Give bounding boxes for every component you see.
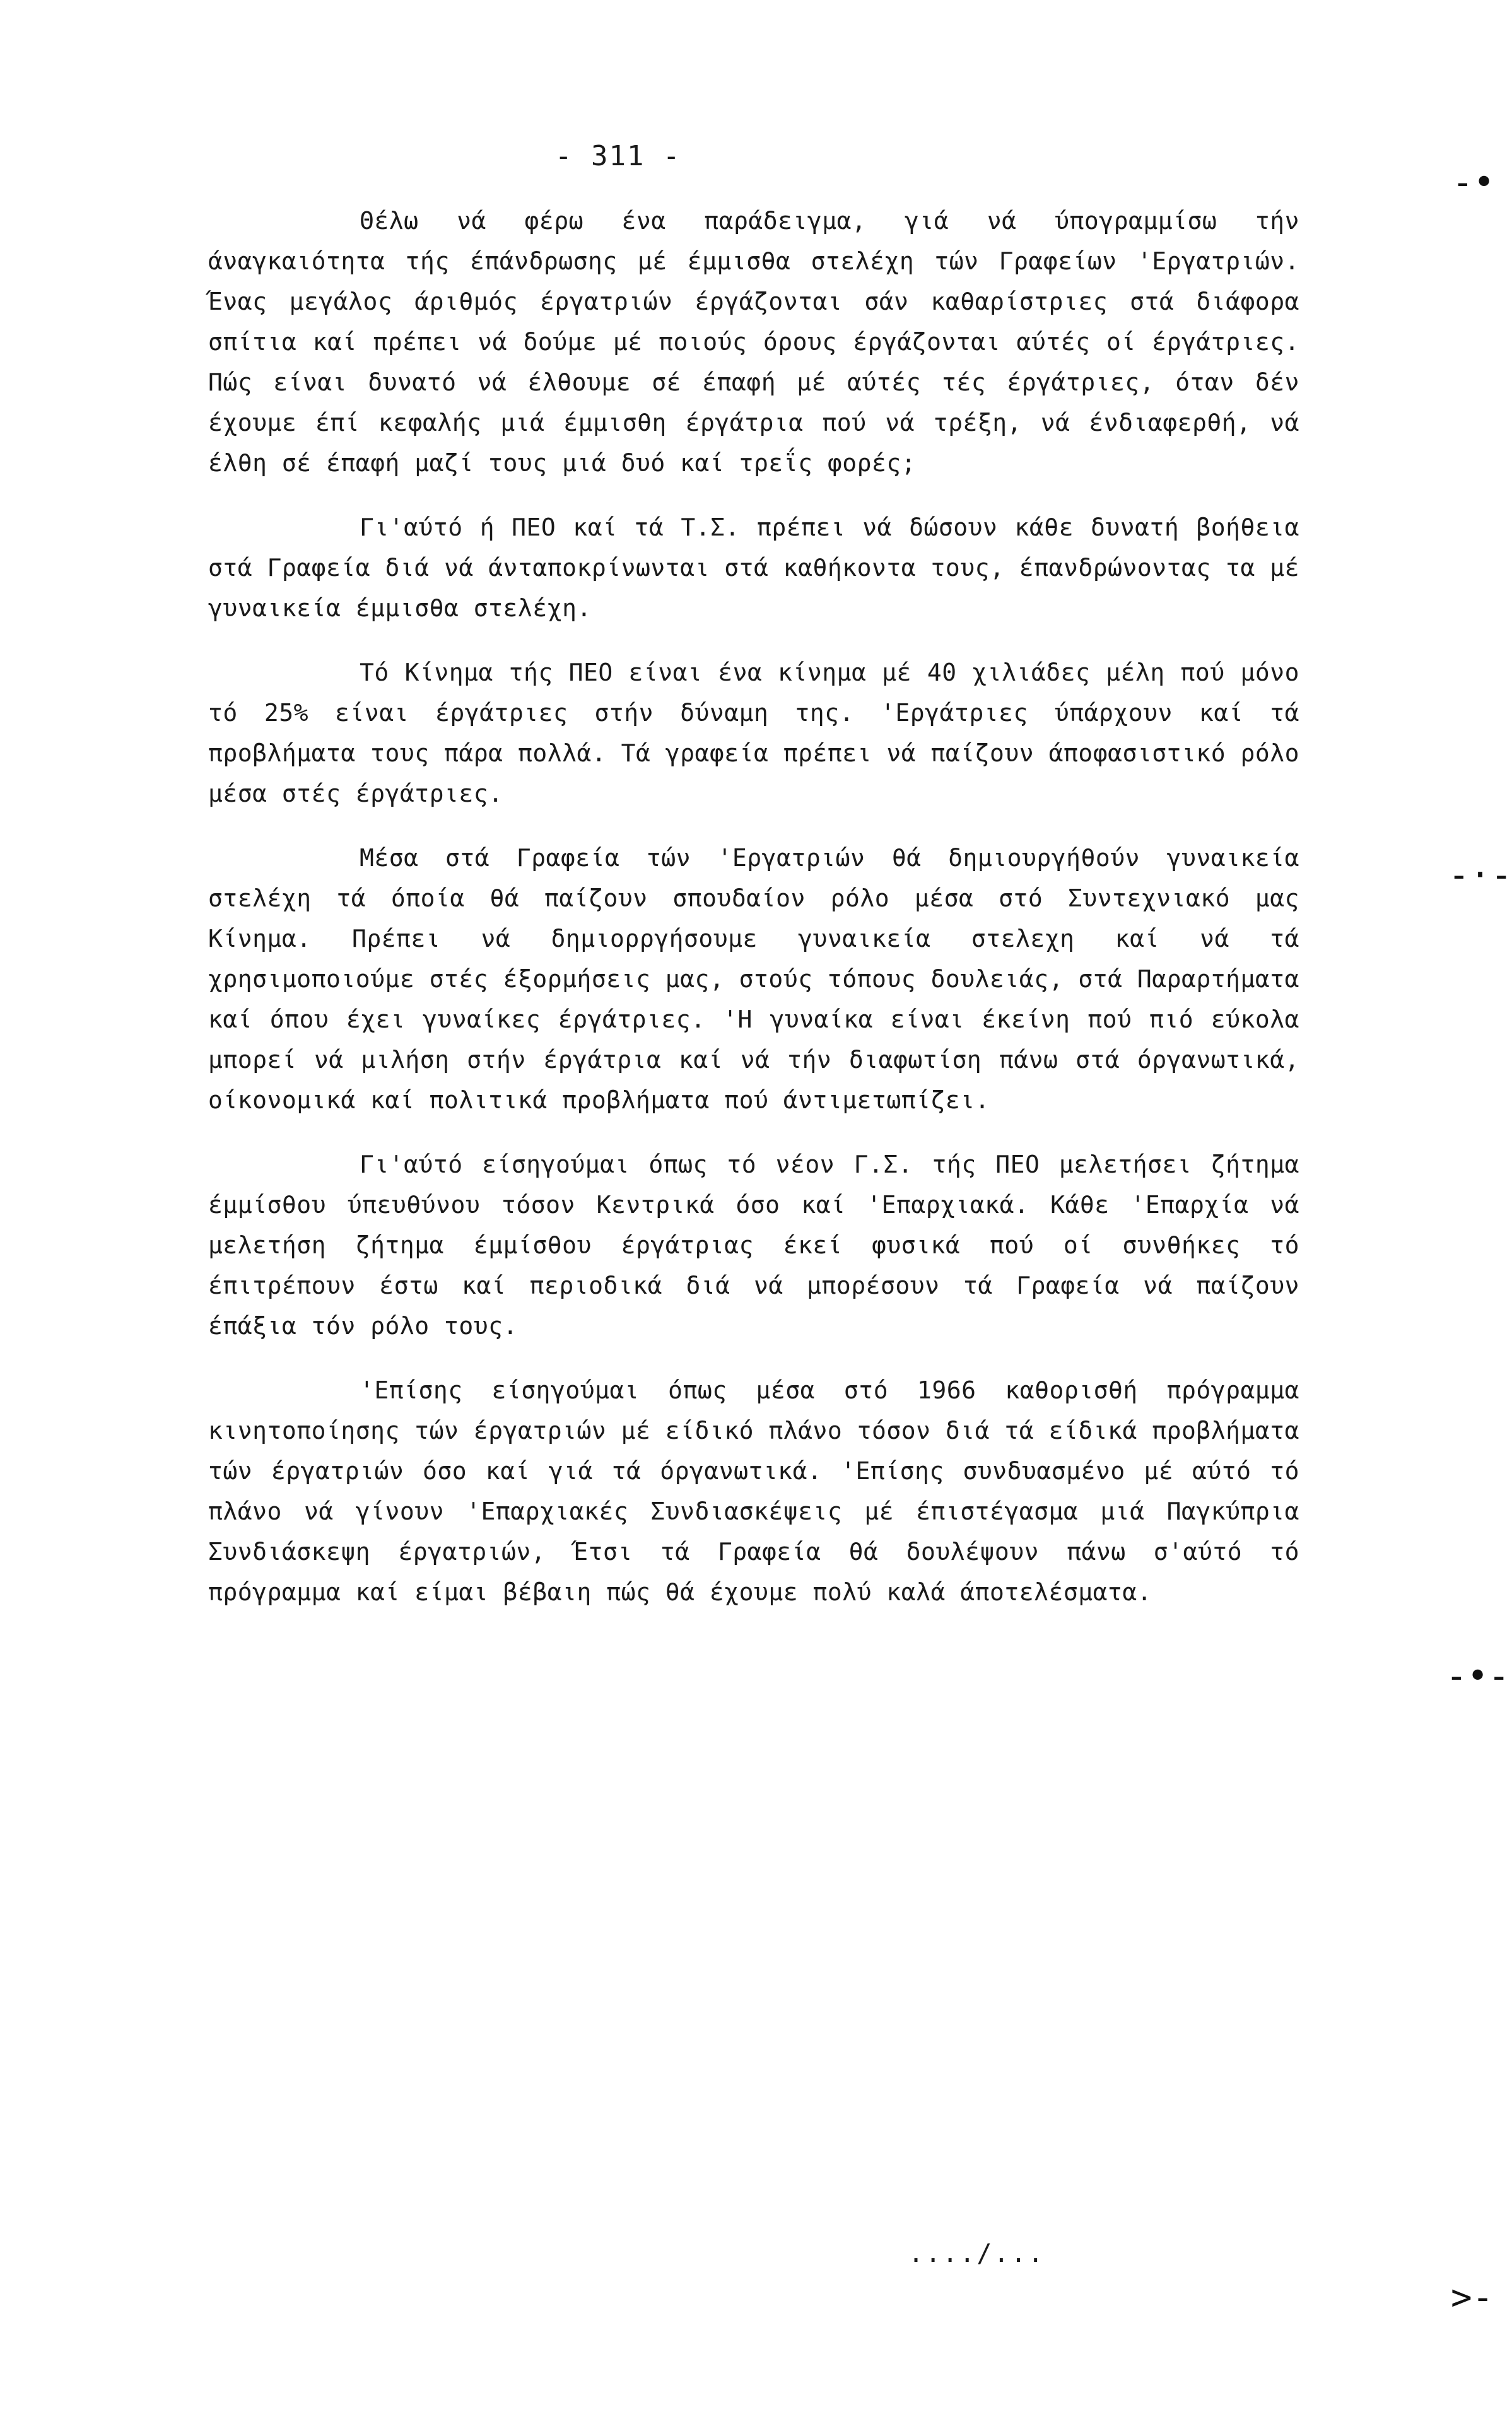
paragraph-2: Γι'αύτό ή ΠΕΟ καί τά Τ.Σ. πρέπει νά δώσουν κάθε δυνατή βοήθεια στά Γραφεία διά νά άνταποκρίνωνται στά καθήκοντα τους, έπανδρώνοντας τα μέ γυναικεία έμμισθα στελέχη. (208, 513, 1299, 622)
margin-mark-4: >- (1451, 2277, 1494, 2318)
page-number: - 311 - (555, 140, 681, 172)
paragraph-1: Θέλω νά φέρω ένα παράδειγμα, γιά νά ύπογραμμίσω τήν άναγκαιότητα τής έπάνδρωσης μέ έμμισθα στελέχη τών Γραφείων 'Εργατριών. Ένας μεγάλος άριθμός έργατριών έργάζονται σάν καθαρίστριες στά διάφορα σπίτια καί πρέπει νά δούμε μέ ποιούς όρους έργάζονται αύτές οί έργάτριες. Πώς είναι δυνατό νά έλθουμε σέ έπαφή μέ αύτές τές έργάτριες, όταν δέν έχουμε έπί κεφαλής μιά έμμισθη έργάτρια πού νά τρέξη, νά ένδιαφερθή, νά έλθη σέ έπαφή μαζί τους μιά δυό καί τρεΐς φορές; (208, 207, 1299, 477)
paragraph-5: Γι'αύτό είσηγούμαι όπως τό νέον Γ.Σ. τής ΠΕΟ μελετήσει ζήτημα έμμίσθου ύπευθύνου τόσον Κεντρικά όσο καί 'Επαρχιακά. Κάθε 'Επαρχία νά μελετήση ζήτημα έμμίσθου έργάτριας έκεί φυσικά πού οί συνθήκες τό έπιτρέπουν έστω καί περιοδικά διά νά μπορέσουν τά Γραφεία νά παίζουν έπάξια τόν ρόλο τους. (208, 1151, 1299, 1340)
paragraph-6: 'Επίσης είσηγούμαι όπως μέσα στό 1966 καθορισθή πρόγραμμα κινητοποίησης τών έργατριών μέ είδικό πλάνο τόσον διά τά είδικά προβλήματα τών έργατριών όσο καί γιά τά όργανωτικά. 'Επίσης συνδυασμένο μέ αύτό τό πλάνο νά γίνουν 'Επαρχιακές Συνδιασκέψεις μέ έπιστέγασμα μιά Παγκύπρια Συνδιάσκεψη έργατριών, Έτσι τά Γραφεία θά δουλέψουν πάνω σ'αύτό τό πρόγραμμα καί είμαι βέβαιη πώς θά έχουμε πολύ καλά άποτελέσματα. (208, 1376, 1299, 1606)
continuation-mark: ..../... (908, 2239, 1045, 2268)
document-body (208, 201, 1299, 1636)
margin-mark-1: -• (1452, 162, 1495, 203)
margin-mark-3: -•- (1446, 1656, 1510, 1697)
margin-mark-2: -·- (1448, 855, 1512, 896)
paragraph-4: Μέσα στά Γραφεία τών 'Εργατριών θά δημιουργήθούν γυναικεία στελέχη τά όποία θά παίζουν σπουδαίον ρόλο μέσα στό Συντεχνιακό μας Κίνημα. Πρέπει νά δημιορργήσουμε γυναικεία στελεχη καί νά τά χρησιμοποιούμε στές έξορμήσεις μας, στούς τόπους δουλειάς, στά Παραρτήματα καί όπου έχει γυναίκες έργάτριες. 'Η γυναίκα είναι έκείνη πού πιό εύκολα μπορεί νά μιλήση στήν έργάτρια καί νά τήν διαφωτίση πάνω στά όργανωτικά, οίκονομικά καί πολιτικά προβλήματα πού άντιμετωπίζει. (208, 844, 1299, 1114)
paragraph-3: Τό Κίνημα τής ΠΕΟ είναι ένα κίνημα μέ 40 χιλιάδες μέλη πού μόνο τό 25% είναι έργάτριες στήν δύναμη της. 'Εργάτριες ύπάρχουν καί τά προβλήματα τους πάρα πολλά. Τά γραφεία πρέπει νά παίζουν άποφασιστικό ρόλο μέσα στές έργάτριες. (208, 659, 1299, 807)
